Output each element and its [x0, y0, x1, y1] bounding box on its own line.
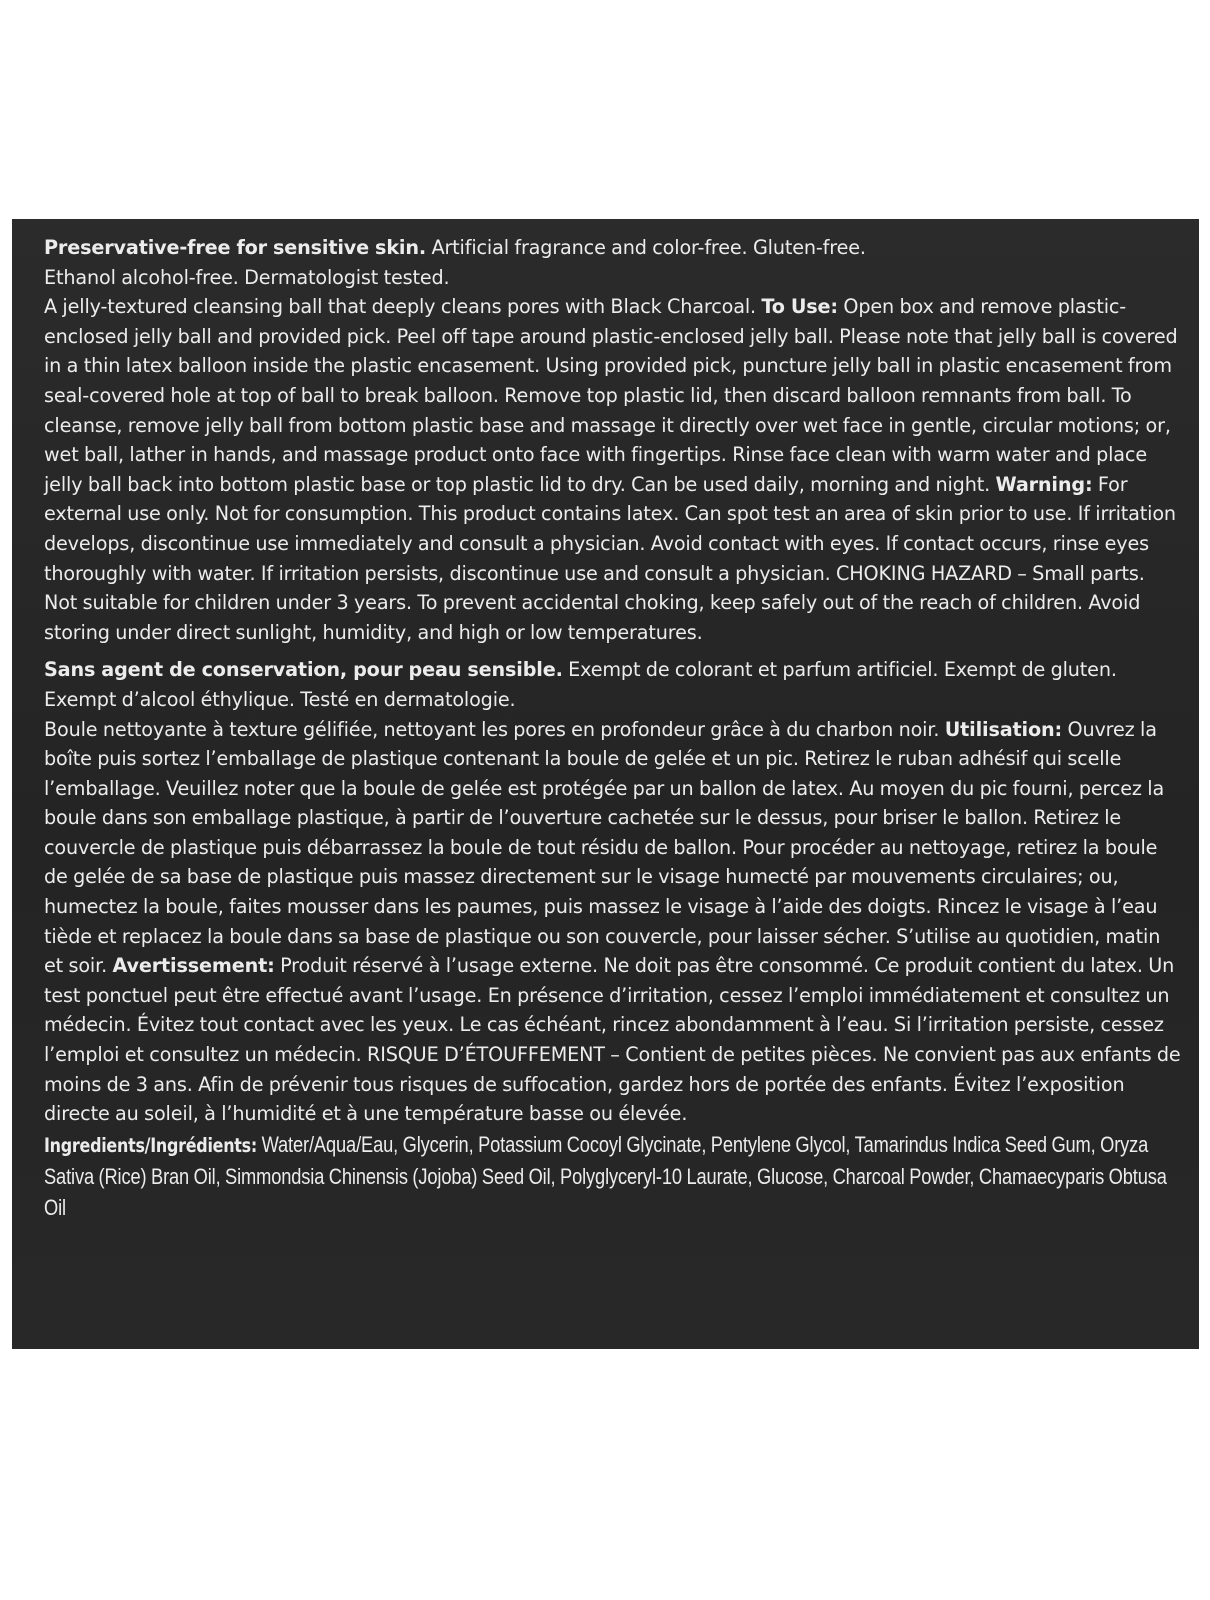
english-to-use-text: Open box and remove plastic-enclosed jelly ball and provided pick. Peel off tape around plastic-enclosed jelly ball. Please note that jelly ball is covered in a thin latex balloon inside the plastic encasement. Using provided pick, puncture jelly ball in plastic encasement from seal-covered hole at top of ball to break balloon. Remove top plastic lid, then discard balloon remnants from ball. To cleanse, remove jelly ball from bottom plastic base and massage it directly over wet face in gentle, circular motions; or, wet ball, lather in hands, and massage product onto face with fingertips. Rinse face clean with warm water and place jelly ball back into bottom plastic base or top plastic lid to dry. Can be used daily, morning and night. — [44, 295, 1178, 496]
english-warning-text: For external use only. Not for consumption. This product contains latex. Can spot test an area of skin prior to use. If irritation develops, discontinue use immediately and consult a physician. Avoid contact with eyes. If contact occurs, rinse eyes thoroughly with water. If irritation persists, discontinue use and consult a physician. CHOKING HAZARD – Small parts. Not suitable for children under 3 years. To prevent accidental choking, keep safely out of the reach of children. Avoid storing under direct sunlight, humidity, and high or low temperatures. — [44, 472, 1176, 644]
french-claims-line2: Exempt d’alcool éthylique. Testé en dermatologie. — [44, 687, 516, 711]
product-label-panel — [12, 219, 1199, 1349]
french-description: Boule nettoyante à texture gélifiée, nettoyant les pores en profondeur grâce à du charbon noir. — [44, 717, 945, 741]
french-warning-text: Produit réservé à l’usage externe. Ne doit pas être consommé. Ce produit contient du latex. Un test ponctuel peut être effectué avant l’usage. En présence d’irritation, cessez l’emploi immédiatement et consultez un médecin. Évitez tout contact avec les yeux. Le cas échéant, rincez abondamment à l’eau. Si l’irritation persiste, cessez l’emploi et consultez un médecin. RISQUE D’ÉTOUFFEMENT – Contient de petites pièces. Ne convient pas aux enfants de moins de 3 ans. Afin de prévenir tous risques de suffocation, gardez hors de portée des enfants. Évitez l’exposition directe au soleil, à l’humidité et à une température basse ou élevée. — [44, 954, 1181, 1126]
english-directions — [44, 292, 1183, 647]
english-warning-label: Warning: — [995, 472, 1093, 496]
english-claims — [44, 233, 1183, 292]
ingredients-list — [44, 1129, 1189, 1223]
ingredients-label: Ingredients/Ingrédients: — [44, 1133, 258, 1157]
english-claims-bold: Preservative-free for sensitive skin. — [44, 236, 427, 259]
english-claims-line2: Ethanol alcohol-free. Dermatologist tested. — [44, 265, 450, 289]
french-claims-bold: Sans agent de conservation, pour peau sensible. — [44, 658, 563, 682]
french-use-text: Ouvrez la boîte puis sortez l’emballage de plastique contenant la boule de gelée et un pic. Retirez le ruban adhésif qui scelle l’emballage. Veuillez noter que la boule de gelée est protégée par un ballon de latex. Au moyen du pic fourni, percez la boule dans son emballage plastique, à partir de l’ouverture cachetée sur le dessus, pour briser le ballon. Retirez le couvercle de plastique puis débarrassez la boule de tout résidu de ballon. Pour procéder au nettoyage, retirez la boule de gelée de sa base de plastique puis massez directement sur le visage humecté par mouvements circulaires; ou, humectez la boule, faites mousser dans les paumes, puis massez le visage à l’aide des doigts. Rincez le visage à l’eau tiède et replacez la boule dans sa base de plastique ou son couvercle, pour laisser sécher. S’utilise au quotidien, matin et soir. — [44, 717, 1165, 978]
french-warning-label: Avertissement: — [112, 954, 275, 978]
french-claims-text: Exempt de colorant et parfum artificiel. Exempt de gluten. — [562, 658, 1117, 682]
french-directions — [44, 715, 1183, 1129]
ingredients-text: Water/Aqua/Eau, Glycerin, Potassium Cocoyl Glycinate, Pentylene Glycol, Tamarindus Indica Seed Gum, Oryza Sativa (Rice) Bran Oil, Simmondsia Chinensis (Jojoba) Seed Oil, Polyglyceryl-10 Laurate, Glucose, Charcoal Powder, Chamaecyparis Obtusa Oil — [44, 1131, 1167, 1220]
french-use-label: Utilisation: — [944, 717, 1063, 741]
english-to-use-label: To Use: — [761, 295, 838, 319]
french-claims — [44, 655, 1183, 714]
english-claims-text: Artificial fragrance and color-free. Gluten-free. — [426, 236, 866, 259]
english-description: A jelly-textured cleansing ball that deeply cleans pores with Black Charcoal. — [44, 295, 762, 319]
